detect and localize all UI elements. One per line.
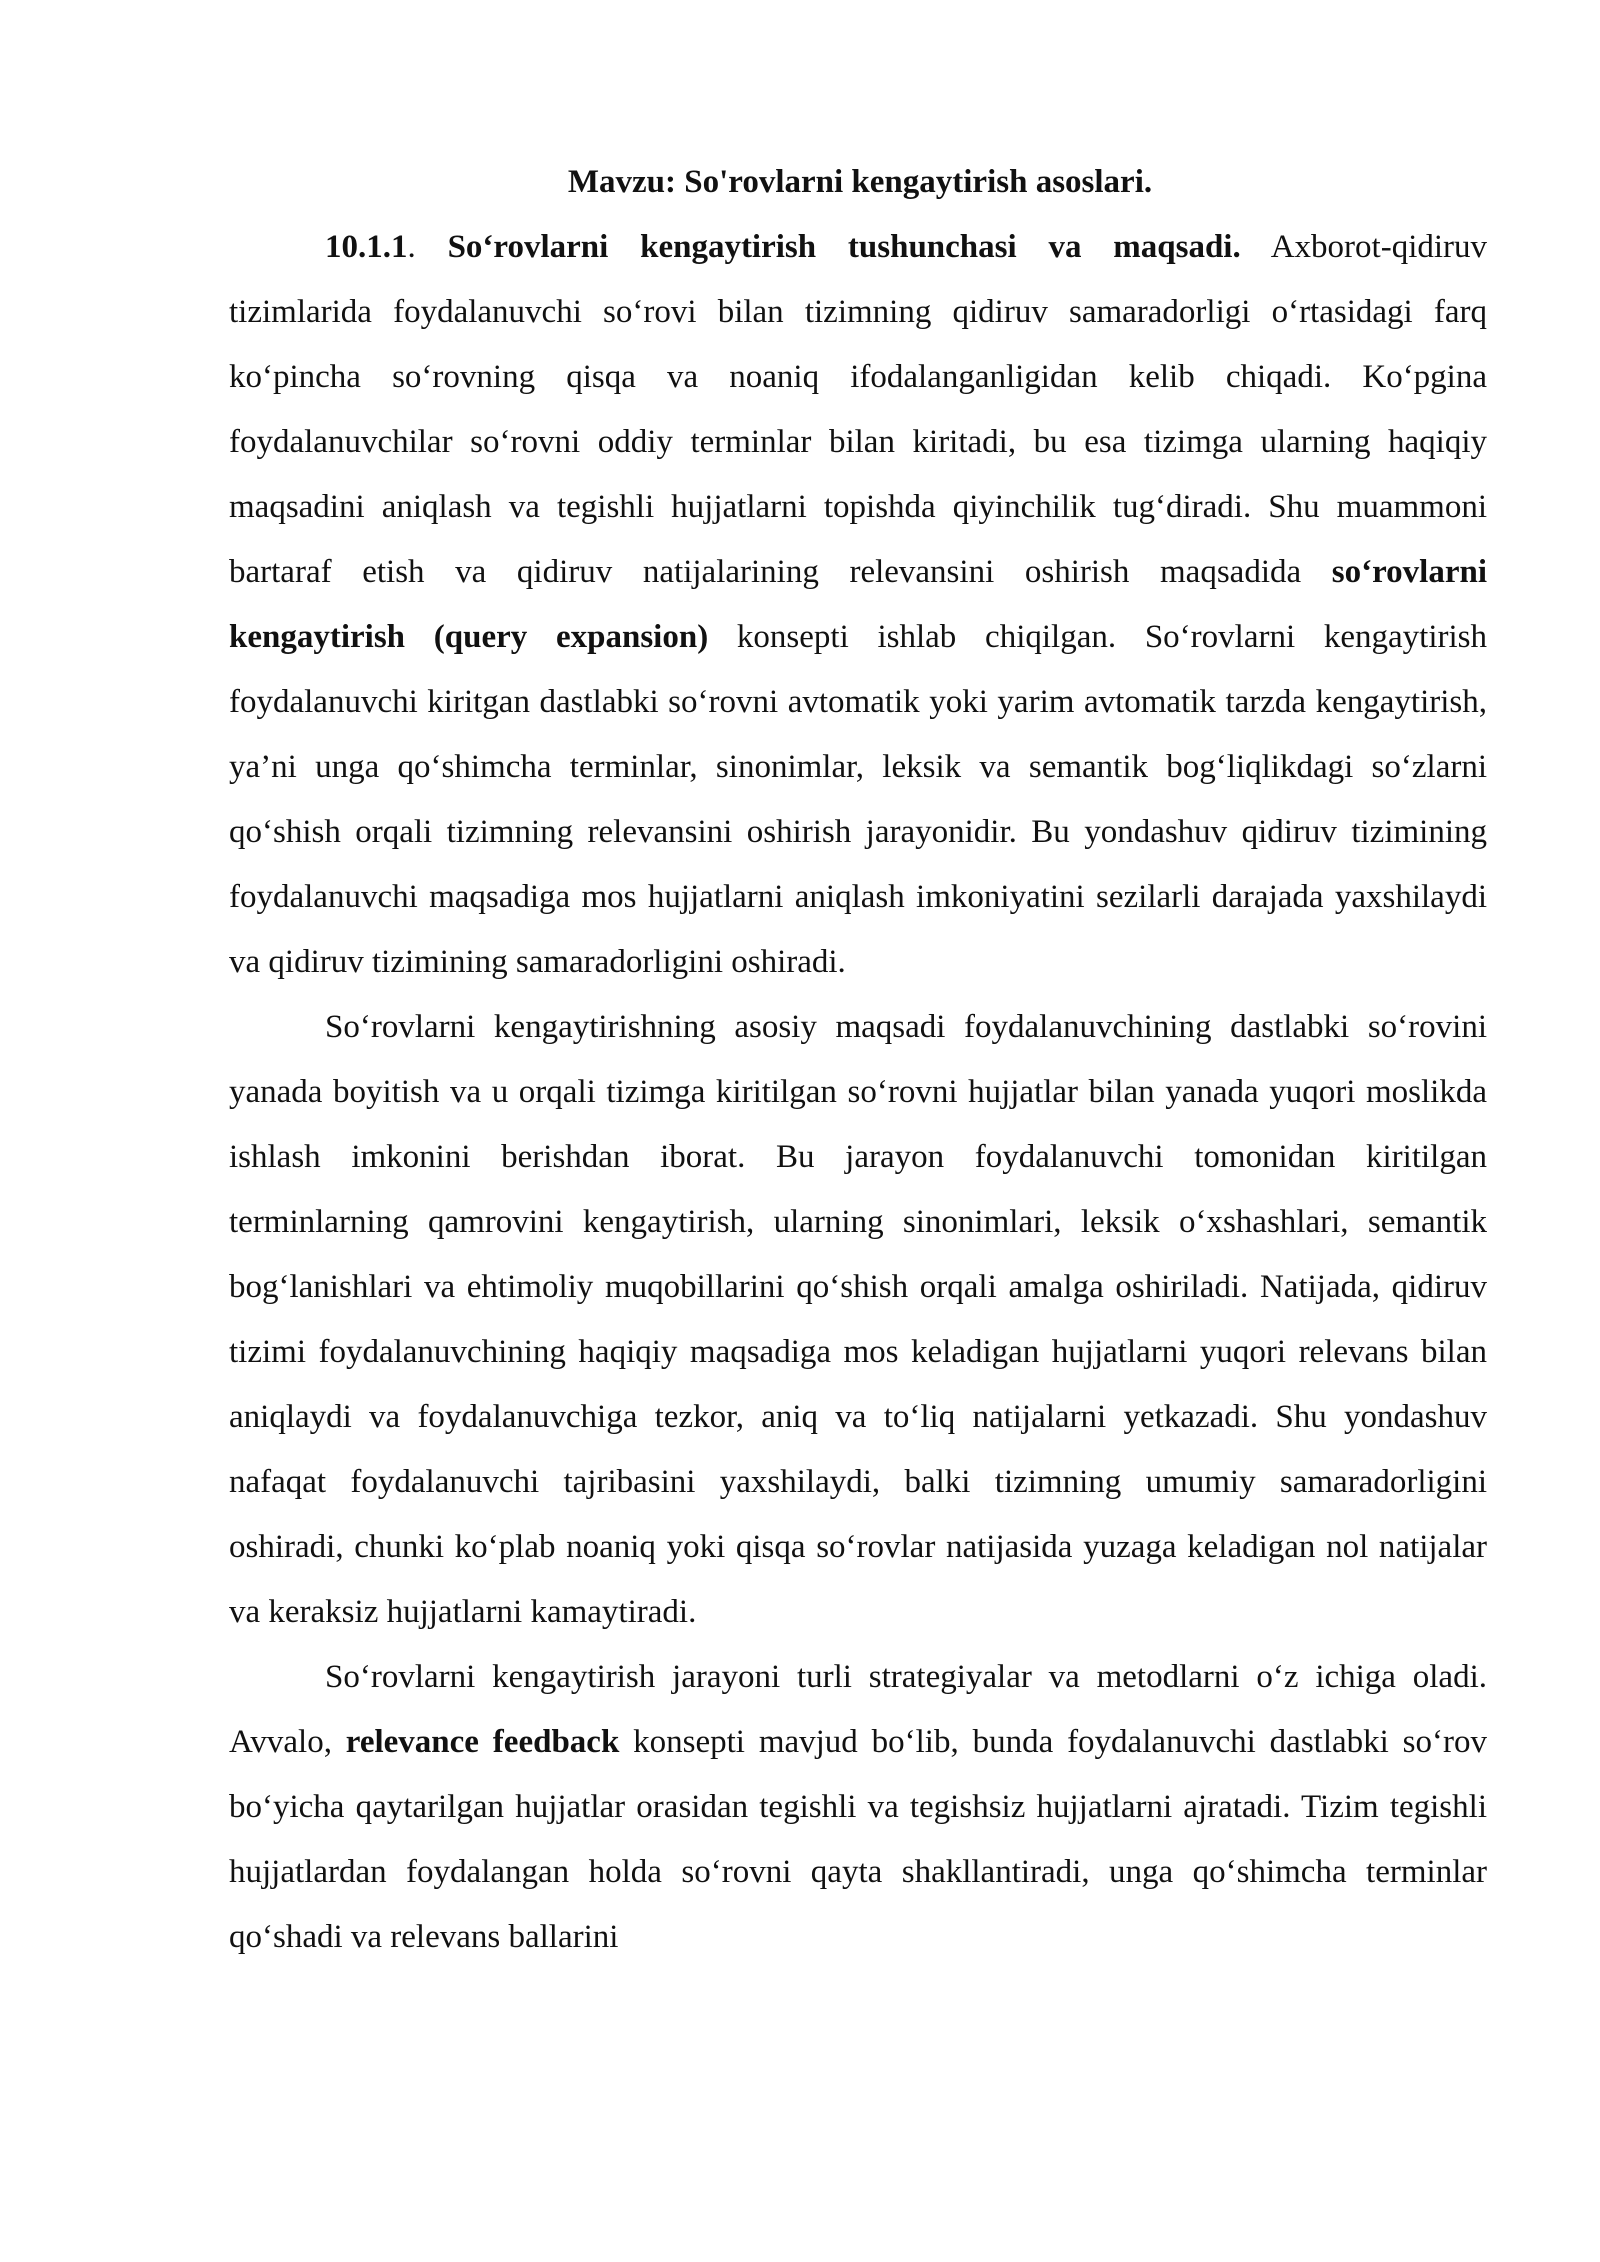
query-expansion-term: so‘rovlarni kengaytirish (query expansion) [229,554,1487,655]
relevance-feedback-term: relevance feedback [345,1724,620,1760]
paragraph-2: So‘rovlarni kengaytirishning asosiy maqsadi foydalanuvchining dastlabki so‘rovini yanada boyitish va u orqali tizimga kiritilgan so‘rovni hujjatlar bilan yanada yuqori moslikda ishlash imkonini berishdan iborat. Bu jarayon foydalanuvchi tomonidan kiritilgan terminlarning qamrovini kengaytirish, ularning sinonimlari, leksik o‘xshashlari, semantik bog‘lanishlari va ehtimoliy muqobillarini qo‘shish orqali amalga oshiriladi. Natijada, qidiruv tizimi foydalanuvchining haqiqiy maqsadiga mos keladigan hujjatlarni yuqori relevans bilan aniqlaydi va foydalanuvchiga tezkor, aniq va to‘liq natijalarni yetkazadi. Shu yondashuv nafaqat foydalanuvchi tajribasini yaxshilaydi, balki tizimning umumiy samaradorligini oshiradi, chunki ko‘plab noaniq yoki qisqa so‘rovlar natijasida yuzaga keladigan nol natijalar va keraksiz hujjatlarni kamaytiradi. [229,1009,1487,1630]
paragraph-3 [229,1645,1487,1970]
paragraph-1-text-a: Axborot-qidiruv tizimlarida foydalanuvchi so‘rovi bilan tizimning qidiruv samaradorligi o‘rtasidagi farq ko‘pincha so‘rovning qisqa va noaniq ifodalanganligidan kelib chiqadi. Ko‘pgina foydalanuvchilar so‘rovni oddiy terminlar bilan kiritadi, bu esa tizimga ularning haqiqiy maqsadini aniqlash va tegishli hujjatlarni topishda qiyinchilik tug‘diradi. Shu muammoni bartaraf etish va qidiruv natijalarining relevansini oshirish maqsadida [229,229,1488,590]
paragraph-3-text-b: konsepti mavjud bo‘lib, bunda foydalanuvchi dastlabki so‘rov bo‘yicha qaytarilgan hujjatlar orasidan tegishli va tegishsiz hujjatlarni ajratadi. Tizim tegishli hujjatlardan foydalangan holda so‘rovni qayta shakllantiradi, unga qo‘shimcha terminlar qo‘shadi va relevans ballarini [229,1724,1487,1955]
document-page [229,150,1487,1970]
section-title: So‘rovlarni kengaytirish tushunchasi va maqsadi. [447,229,1241,265]
document-title: Mavzu: So'rovlarni kengaytirish asoslari. [567,164,1153,200]
paragraph-1 [229,215,1487,995]
paragraph-1-text-b: konsepti ishlab chiqilgan. So‘rovlarni kengaytirish foydalanuvchi kiritgan dastlabki so‘rovni avtomatik yoki yarim avtomatik tarzda kengaytirish, ya’ni unga qo‘shimcha terminlar, sinonimlar, leksik va semantik bog‘liqlikdagi so‘zlarni qo‘shish orqali tizimning relevansini oshirish jarayonidir. Bu yondashuv qidiruv tizimining foydalanuvchi maqsadiga mos hujjatlarni aniqlash imkoniyatini sezilarli darajada yaxshilaydi va qidiruv tizimining samaradorligini oshiradi. [229,619,1487,980]
section-number: 10.1.1 [325,229,408,265]
section-separator: . [407,229,448,265]
paragraph-3-text-a: So‘rovlarni kengaytirish jarayoni turli strategiyalar va metodlarni o‘z ichiga oladi. Avvalo, [229,1659,1487,1760]
section-heading [325,229,408,265]
